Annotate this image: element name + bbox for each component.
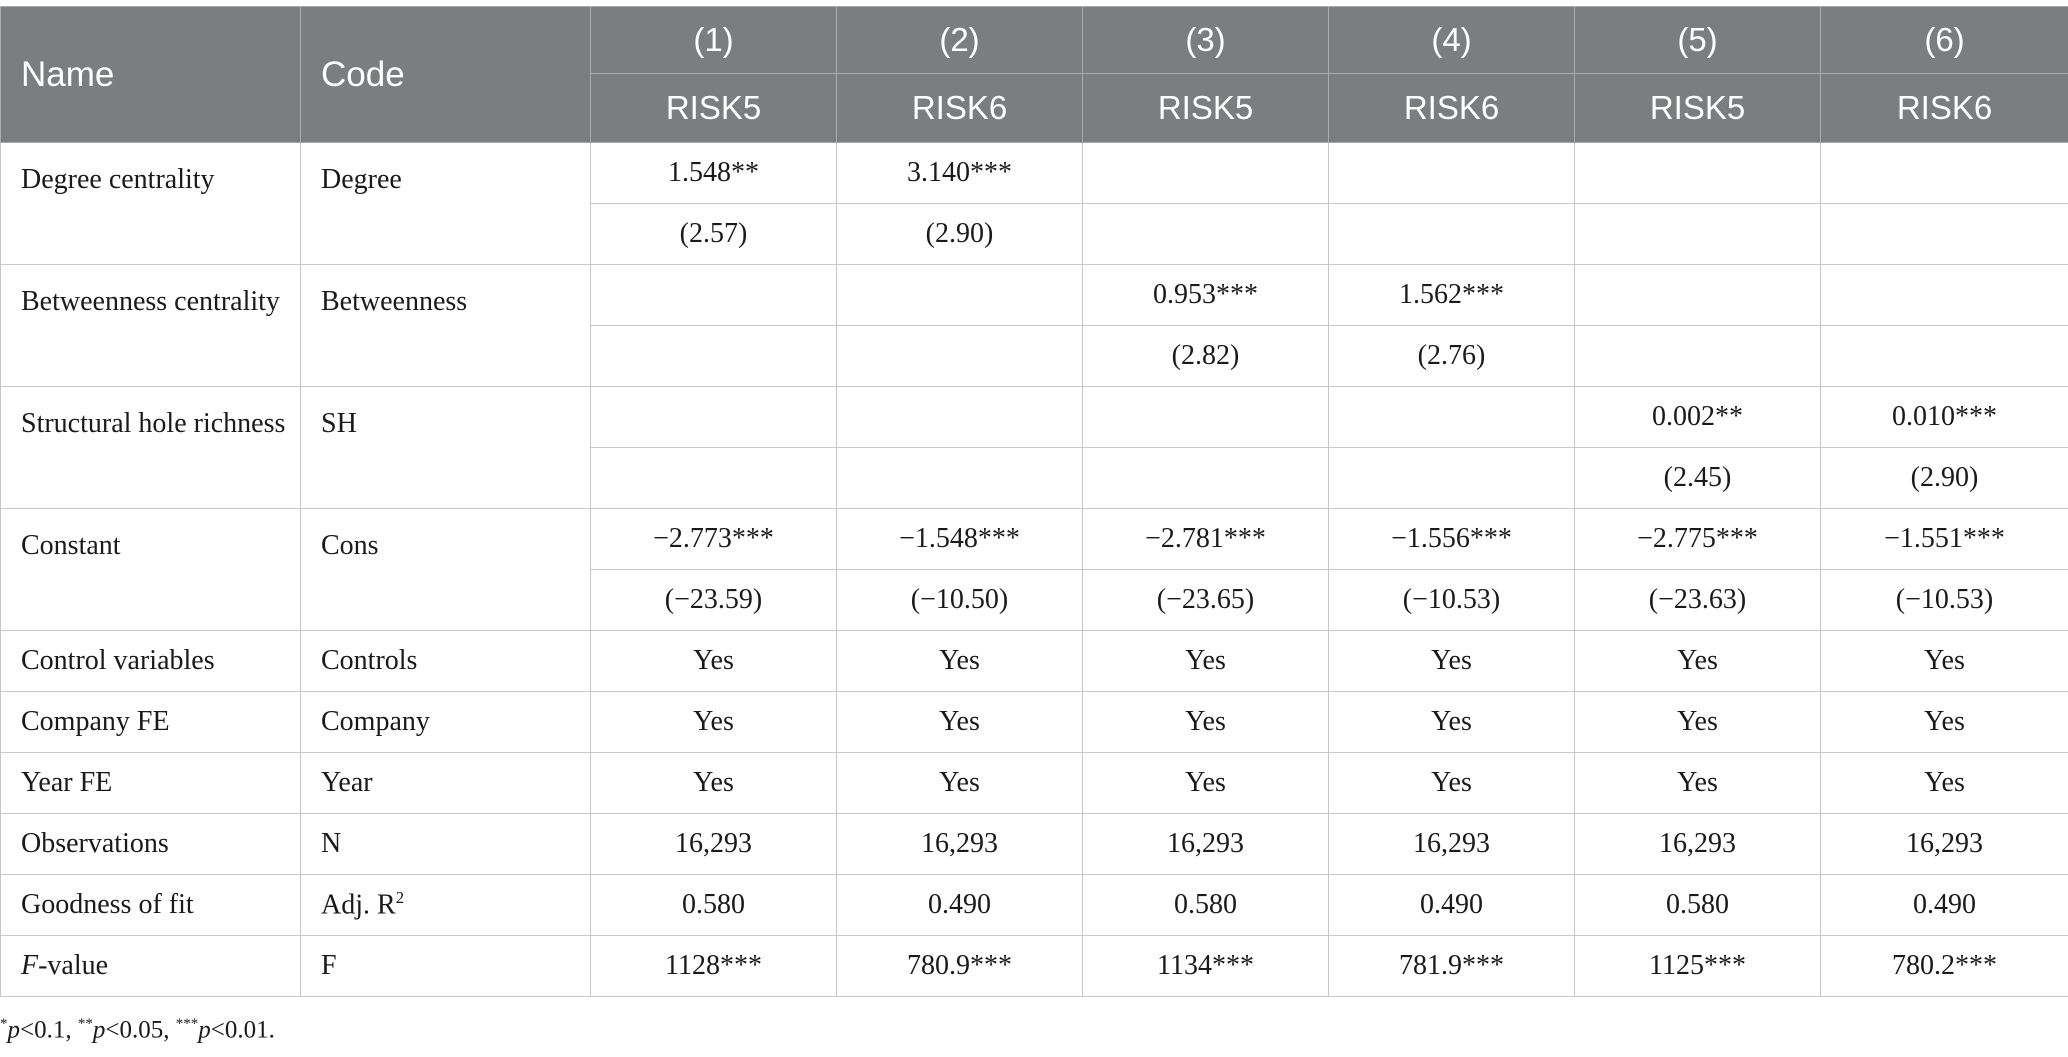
cell-fit-1: 0.580 xyxy=(591,875,837,936)
cell-sh-tstat-3 xyxy=(1083,448,1329,509)
cell-degree-coef-2: 3.140*** xyxy=(837,143,1083,204)
cell-f-value-4: 781.9*** xyxy=(1329,936,1575,997)
cell-year-fe-5: Yes xyxy=(1575,753,1821,814)
significance-footnote xyxy=(0,1016,275,1044)
cell-observations-1: 16,293 xyxy=(591,814,837,875)
cell-betweenness-coef-1 xyxy=(591,265,837,326)
cell-constant-coef-5: −2.775*** xyxy=(1575,509,1821,570)
cell-betweenness-tstat-4: (2.76) xyxy=(1329,326,1575,387)
cell-sh-tstat-6: (2.90) xyxy=(1821,448,2068,509)
cell-observations-5: 16,293 xyxy=(1575,814,1821,875)
header-depvar-3: RISK5 xyxy=(1083,74,1329,143)
table-row-observations xyxy=(1,814,2068,875)
header-model-6: (6) xyxy=(1821,7,2068,74)
row-code-controls: Controls xyxy=(301,631,591,692)
table-row-constant-coef xyxy=(1,509,2068,570)
f-value-suffix: -value xyxy=(38,950,109,981)
table-row-year-fe xyxy=(1,753,2068,814)
cell-year-fe-2: Yes xyxy=(837,753,1083,814)
cell-betweenness-coef-5 xyxy=(1575,265,1821,326)
cell-betweenness-tstat-6 xyxy=(1821,326,2068,387)
table-row-degree-coef xyxy=(1,143,2068,204)
row-code-constant: Cons xyxy=(301,509,591,631)
row-code-sh: SH xyxy=(301,387,591,509)
row-code-goodness-of-fit xyxy=(301,875,591,936)
row-name-observations: Observations xyxy=(1,814,301,875)
header-depvar-6: RISK6 xyxy=(1821,74,2068,143)
cell-company-fe-4: Yes xyxy=(1329,692,1575,753)
cell-betweenness-tstat-5 xyxy=(1575,326,1821,387)
cell-betweenness-coef-3: 0.953*** xyxy=(1083,265,1329,326)
cell-company-fe-2: Yes xyxy=(837,692,1083,753)
cell-constant-tstat-4: (−10.53) xyxy=(1329,570,1575,631)
cell-sh-coef-2 xyxy=(837,387,1083,448)
cell-sh-tstat-1 xyxy=(591,448,837,509)
header-model-3: (3) xyxy=(1083,7,1329,74)
adj-r-label: Adj. R xyxy=(321,889,396,921)
row-name-goodness-of-fit: Goodness of fit xyxy=(1,875,301,936)
header-depvar-5: RISK5 xyxy=(1575,74,1821,143)
header-code: Code xyxy=(301,7,591,143)
row-code-degree: Degree xyxy=(301,143,591,265)
row-code-betweenness: Betweenness xyxy=(301,265,591,387)
footnote-star-3: *** xyxy=(175,1016,199,1032)
header-depvar-1: RISK5 xyxy=(591,74,837,143)
cell-controls-3: Yes xyxy=(1083,631,1329,692)
cell-constant-tstat-5: (−23.63) xyxy=(1575,570,1821,631)
cell-observations-3: 16,293 xyxy=(1083,814,1329,875)
cell-year-fe-6: Yes xyxy=(1821,753,2068,814)
cell-constant-tstat-1: (−23.59) xyxy=(591,570,837,631)
cell-company-fe-6: Yes xyxy=(1821,692,2068,753)
cell-degree-tstat-5 xyxy=(1575,204,1821,265)
footnote-p-1: p xyxy=(7,1016,20,1044)
cell-degree-coef-4 xyxy=(1329,143,1575,204)
cell-degree-tstat-4 xyxy=(1329,204,1575,265)
footnote-p-3: p xyxy=(198,1016,211,1044)
cell-fit-5: 0.580 xyxy=(1575,875,1821,936)
cell-year-fe-4: Yes xyxy=(1329,753,1575,814)
row-name-betweenness: Betweenness centrality xyxy=(1,265,301,387)
row-name-constant: Constant xyxy=(1,509,301,631)
cell-constant-coef-4: −1.556*** xyxy=(1329,509,1575,570)
row-name-f-value xyxy=(1,936,301,997)
cell-sh-tstat-5: (2.45) xyxy=(1575,448,1821,509)
table-row-controls xyxy=(1,631,2068,692)
cell-constant-coef-6: −1.551*** xyxy=(1821,509,2068,570)
footnote-star-2: ** xyxy=(77,1016,93,1032)
cell-company-fe-5: Yes xyxy=(1575,692,1821,753)
cell-betweenness-coef-4: 1.562*** xyxy=(1329,265,1575,326)
cell-sh-tstat-4 xyxy=(1329,448,1575,509)
cell-controls-4: Yes xyxy=(1329,631,1575,692)
cell-betweenness-tstat-1 xyxy=(591,326,837,387)
cell-controls-5: Yes xyxy=(1575,631,1821,692)
cell-company-fe-3: Yes xyxy=(1083,692,1329,753)
cell-year-fe-1: Yes xyxy=(591,753,837,814)
table-row-betweenness-coef xyxy=(1,265,2068,326)
cell-constant-coef-2: −1.548*** xyxy=(837,509,1083,570)
cell-controls-1: Yes xyxy=(591,631,837,692)
regression-table-container xyxy=(0,6,2068,997)
cell-observations-2: 16,293 xyxy=(837,814,1083,875)
footnote-threshold-2: <0.05, xyxy=(105,1016,176,1044)
cell-degree-tstat-1: (2.57) xyxy=(591,204,837,265)
cell-degree-coef-3 xyxy=(1083,143,1329,204)
adj-r-superscript: 2 xyxy=(395,888,405,908)
f-italic: F xyxy=(21,950,39,981)
regression-table xyxy=(0,6,2068,997)
cell-degree-coef-1: 1.548** xyxy=(591,143,837,204)
row-code-f-value: F xyxy=(301,936,591,997)
cell-f-value-3: 1134*** xyxy=(1083,936,1329,997)
cell-sh-tstat-2 xyxy=(837,448,1083,509)
row-name-sh: Structural hole richness xyxy=(1,387,301,509)
table-row-goodness-of-fit xyxy=(1,875,2068,936)
row-name-year-fe: Year FE xyxy=(1,753,301,814)
cell-degree-coef-6 xyxy=(1821,143,2068,204)
header-model-2: (2) xyxy=(837,7,1083,74)
cell-sh-coef-6: 0.010*** xyxy=(1821,387,2068,448)
row-name-company-fe: Company FE xyxy=(1,692,301,753)
cell-f-value-2: 780.9*** xyxy=(837,936,1083,997)
row-name-controls: Control variables xyxy=(1,631,301,692)
cell-fit-2: 0.490 xyxy=(837,875,1083,936)
cell-controls-6: Yes xyxy=(1821,631,2068,692)
table-row-f-value xyxy=(1,936,2068,997)
cell-f-value-1: 1128*** xyxy=(591,936,837,997)
footnote-p-2: p xyxy=(92,1016,106,1044)
footnote-threshold-3: <0.01. xyxy=(210,1016,275,1044)
cell-betweenness-coef-2 xyxy=(837,265,1083,326)
header-model-4: (4) xyxy=(1329,7,1575,74)
cell-controls-2: Yes xyxy=(837,631,1083,692)
header-model-1: (1) xyxy=(591,7,837,74)
cell-constant-tstat-2: (−10.50) xyxy=(837,570,1083,631)
cell-sh-coef-4 xyxy=(1329,387,1575,448)
cell-degree-tstat-3 xyxy=(1083,204,1329,265)
cell-f-value-5: 1125*** xyxy=(1575,936,1821,997)
footnote-star-1: * xyxy=(0,1016,8,1032)
row-code-observations: N xyxy=(301,814,591,875)
cell-degree-tstat-2: (2.90) xyxy=(837,204,1083,265)
cell-constant-tstat-3: (−23.65) xyxy=(1083,570,1329,631)
cell-company-fe-1: Yes xyxy=(591,692,837,753)
cell-degree-coef-5 xyxy=(1575,143,1821,204)
header-model-5: (5) xyxy=(1575,7,1821,74)
cell-sh-coef-5: 0.002** xyxy=(1575,387,1821,448)
header-depvar-4: RISK6 xyxy=(1329,74,1575,143)
cell-constant-coef-1: −2.773*** xyxy=(591,509,837,570)
table-row-sh-coef xyxy=(1,387,2068,448)
cell-constant-tstat-6: (−10.53) xyxy=(1821,570,2068,631)
header-depvar-2: RISK6 xyxy=(837,74,1083,143)
cell-betweenness-tstat-2 xyxy=(837,326,1083,387)
cell-observations-4: 16,293 xyxy=(1329,814,1575,875)
footnote-threshold-1: <0.1, xyxy=(20,1016,78,1044)
cell-betweenness-coef-6 xyxy=(1821,265,2068,326)
cell-year-fe-3: Yes xyxy=(1083,753,1329,814)
row-code-year-fe: Year xyxy=(301,753,591,814)
cell-f-value-6: 780.2*** xyxy=(1821,936,2068,997)
cell-sh-coef-1 xyxy=(591,387,837,448)
table-row-company-fe xyxy=(1,692,2068,753)
row-code-company-fe: Company xyxy=(301,692,591,753)
cell-degree-tstat-6 xyxy=(1821,204,2068,265)
row-name-degree: Degree centrality xyxy=(1,143,301,265)
cell-observations-6: 16,293 xyxy=(1821,814,2068,875)
cell-constant-coef-3: −2.781*** xyxy=(1083,509,1329,570)
cell-fit-3: 0.580 xyxy=(1083,875,1329,936)
cell-sh-coef-3 xyxy=(1083,387,1329,448)
cell-fit-6: 0.490 xyxy=(1821,875,2068,936)
cell-fit-4: 0.490 xyxy=(1329,875,1575,936)
cell-betweenness-tstat-3: (2.82) xyxy=(1083,326,1329,387)
header-name: Name xyxy=(1,7,301,143)
